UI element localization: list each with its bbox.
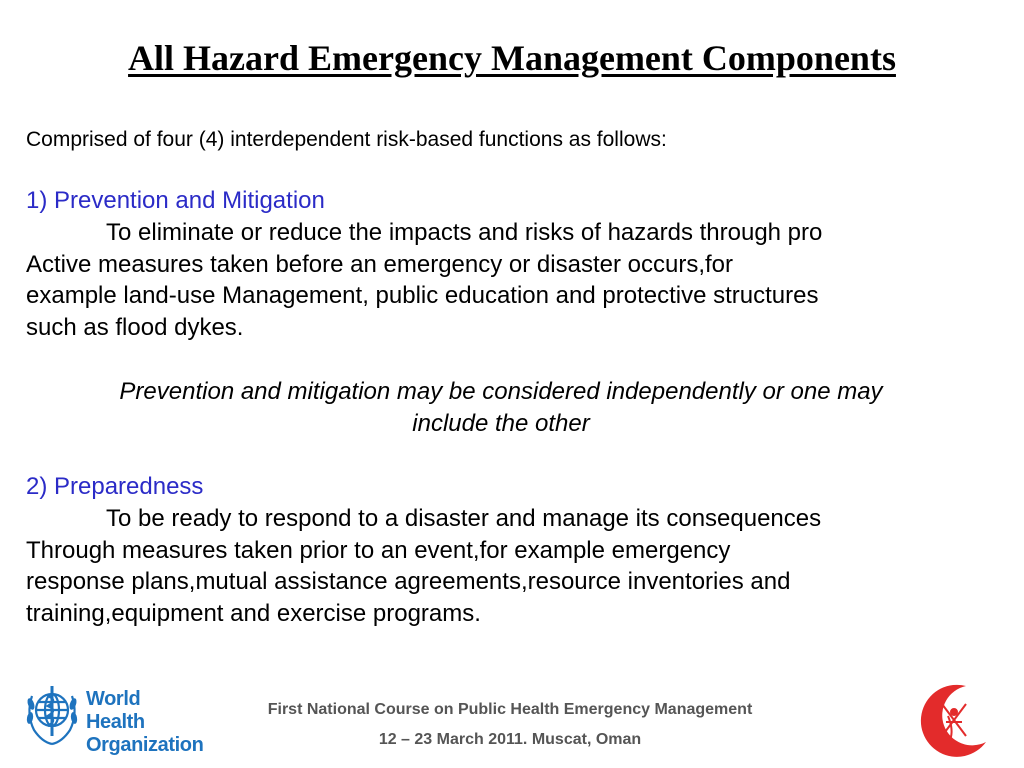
body-line: training,equipment and exercise programs. — [26, 599, 481, 627]
footer-dates: 12 – 23 March 2011. Muscat, Oman — [378, 731, 642, 748]
note-line: include the other — [412, 409, 590, 437]
body-line: Active measures taken before an emergency or disaster occurs,for — [26, 250, 733, 278]
who-logo — [22, 680, 204, 756]
oman-crescent-emblem-icon — [914, 680, 994, 760]
footer-course-title: First National Course on Public Health Emergency Management — [267, 701, 753, 718]
who-emblem-icon — [22, 680, 82, 746]
section-body-preparedness — [26, 503, 976, 629]
who-name-line: Organization — [86, 734, 204, 756]
italic-note — [26, 376, 976, 439]
section-heading-prevention: 1) Prevention and Mitigation — [26, 187, 325, 214]
who-name-line: World Health — [86, 688, 145, 733]
intro-text: Comprised of four (4) interdependent risk-based functions as follows: — [26, 128, 667, 151]
section-heading-preparedness: 2) Preparedness — [26, 473, 204, 500]
section-body-prevention — [26, 217, 976, 343]
who-name — [86, 688, 203, 757]
body-line: To eliminate or reduce the impacts and risks of hazards through pro — [106, 219, 823, 246]
note-line: Prevention and mitigation may be considered independently or one may — [119, 378, 883, 405]
slide-title: All Hazard Emergency Management Components — [128, 38, 896, 78]
body-line: such as flood dykes. — [26, 313, 244, 341]
body-line: To be ready to respond to a disaster and manage its consequences — [106, 505, 822, 532]
body-line: response plans,mutual assistance agreements,resource inventories and — [26, 568, 791, 595]
body-line: Through measures taken prior to an event,for example emergency — [26, 536, 731, 564]
body-line: example land-use Management, public education and protective structures — [26, 282, 819, 309]
